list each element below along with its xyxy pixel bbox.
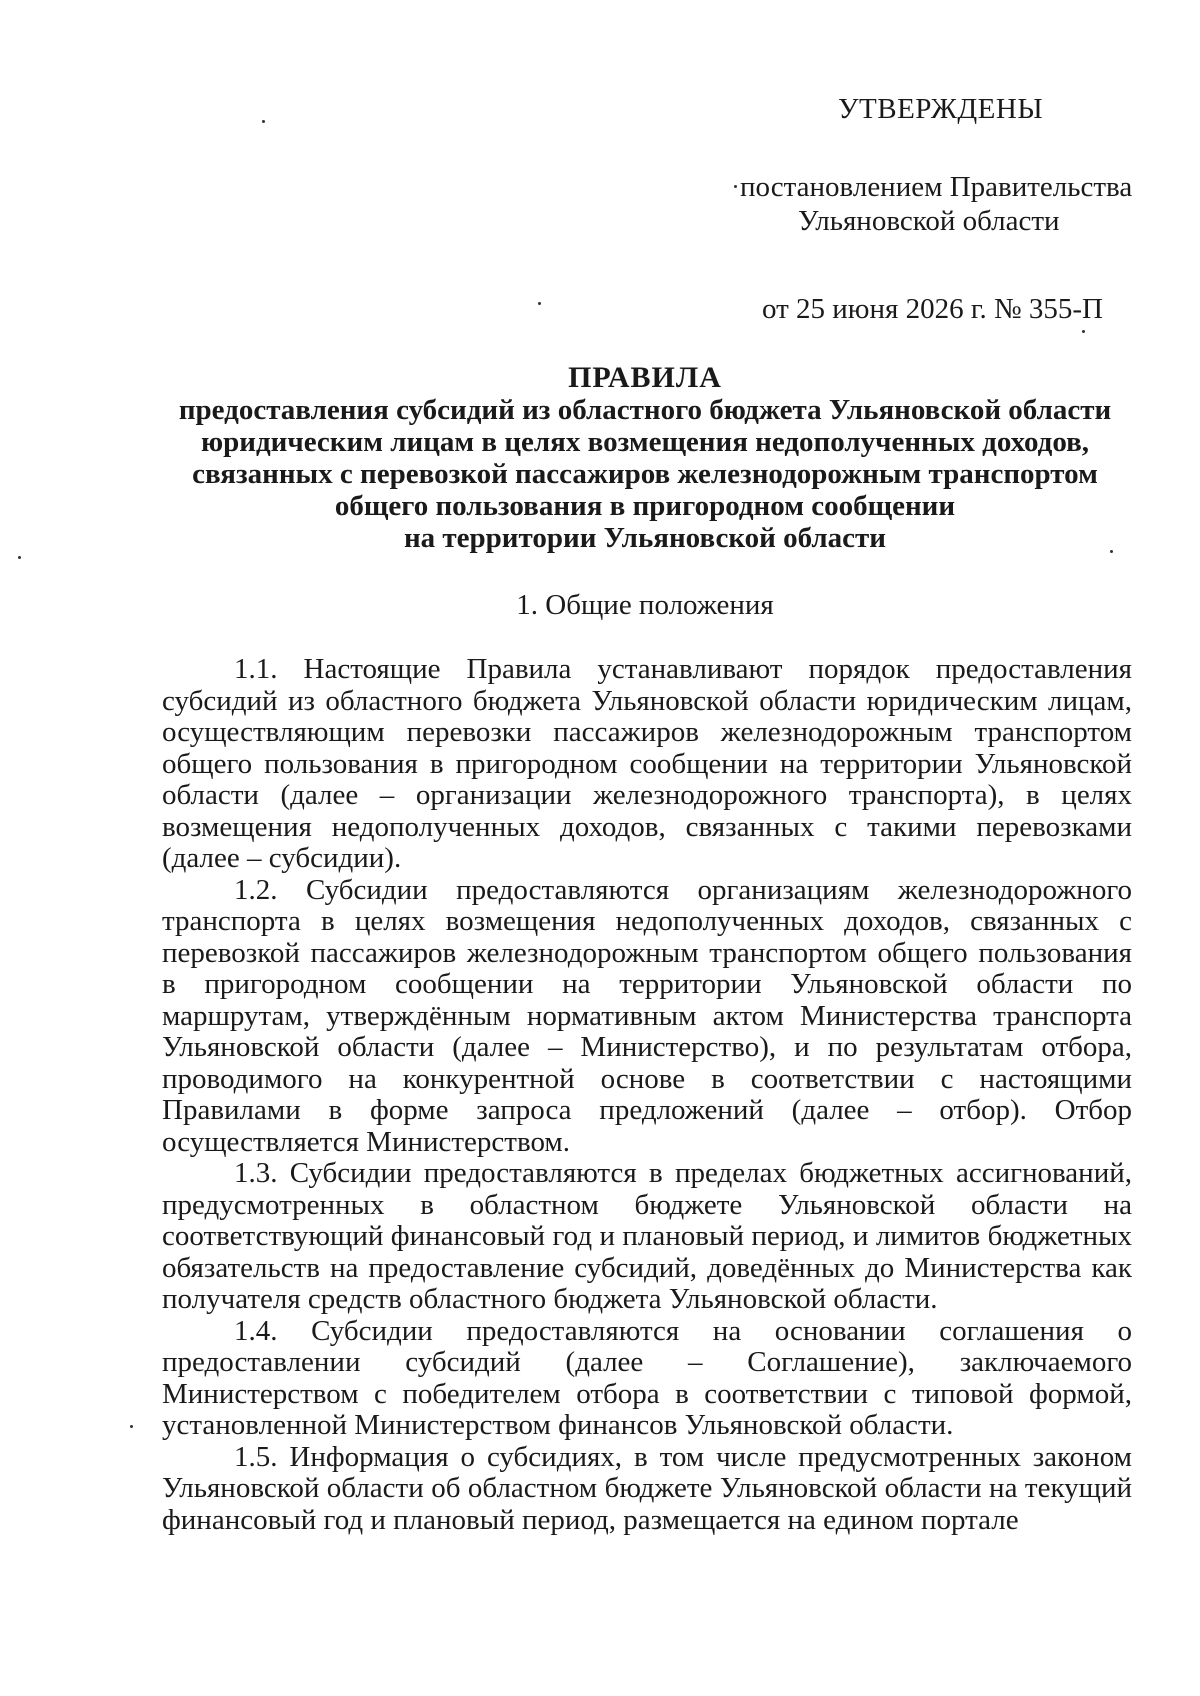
decree-date: от 25 июня 2026 г. № 355-П — [762, 293, 1103, 325]
scan-speck — [538, 302, 541, 305]
approval-title: УТВЕРЖДЕНЫ — [838, 93, 1044, 125]
paragraph-1-4: 1.4. Субсидии предоставляются на основании соглашения о предоставлении субсидий (далее – Соглашение), заключаемого Министерством с победителем отбора в соответствии с типовой формой, установленной Министерством финансов Ульяновской области. — [162, 1314, 1132, 1441]
approval-block — [720, 92, 1160, 326]
scan-speck — [734, 185, 737, 188]
decree-region-line: Ульяновской области — [798, 205, 1060, 237]
document-title-main: ПРАВИЛА — [568, 361, 722, 394]
document-title — [150, 362, 1140, 554]
paragraph-1-5: 1.5. Информация о субсидиях, в том числе предусмотренных законом Ульяновской области об областном бюджете Ульяновской области на текущий финансовый год и плановый период, размещается на едином портале — [162, 1440, 1132, 1536]
paragraph-1-3: 1.3. Субсидии предоставляются в пределах бюджетных ассигнований, предусмотренных в областном бюджете Ульяновской области на соответствующий финансовый год и плановый период, и лимитов бюджетных обязательств на предоставление субсидий, доведённых до Министерства как получателя средств областного бюджета Ульяновской области. — [162, 1157, 1132, 1315]
document-title-line: связанных с перевозкой пассажиров железнодорожным транспортом — [192, 458, 1098, 490]
document-body — [162, 654, 1132, 1536]
decree-authority-line: постановлением Правительства — [740, 171, 1133, 203]
document-title-line: предоставления субсидий из областного бюджета Ульяновской области — [178, 394, 1112, 426]
scan-speck — [262, 120, 265, 123]
section-heading: 1. Общие положения — [516, 589, 774, 621]
paragraph-1-2: 1.2. Субсидии предоставляются организациям железнодорожного транспорта в целях возмещения недополученных доходов, связанных с перевозкой пассажиров железнодорожным транспортом общего пользования в пригородном сообщении на территории Ульяновской области по маршрутам, утверждённым нормативным актом Министерства транспорта Ульяновской области (далее – Министерство), и по результатам отбора, проводимого на конкурентной основе в соответствии с настоящими Правилами в форме запроса предложений (далее – отбор). Отбор осуществляется Министерством. — [162, 873, 1132, 1158]
scan-speck — [1082, 330, 1085, 333]
document-title-line: юридическим лицам в целях возмещения недополученных доходов, — [200, 426, 1090, 458]
scan-speck — [18, 556, 21, 559]
document-title-line: на территории Ульяновской области — [403, 522, 887, 554]
paragraph-1-1: 1.1. Настоящие Правила устанавливают порядок предоставления субсидий из областного бюджета Ульяновской области юридическим лицам, осуществляющим перевозки пассажиров железнодорожным транспортом общего пользования в пригородном сообщении на территории Ульяновской области (далее – организации железнодорожного транспорта), в целях возмещения недополученных доходов, связанных с такими перевозками (далее – субсидии). — [162, 653, 1132, 874]
scan-speck — [130, 1425, 133, 1428]
document-title-line: общего пользования в пригородном сообщении — [334, 490, 956, 522]
scan-speck — [1110, 550, 1113, 553]
